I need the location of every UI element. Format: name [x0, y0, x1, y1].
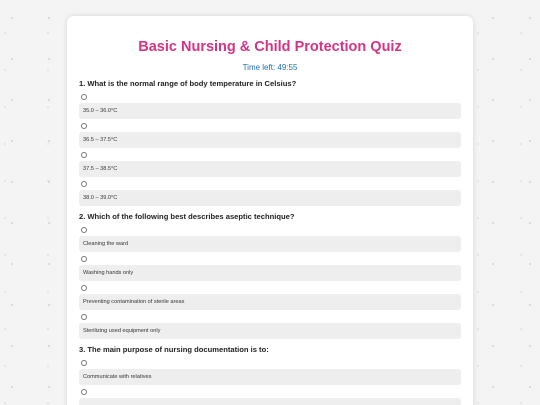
answer-option[interactable] [79, 314, 461, 339]
answer-option[interactable] [79, 227, 461, 252]
radio-button[interactable] [81, 152, 87, 158]
answer-option[interactable] [79, 181, 461, 206]
option-label[interactable]: 38.0 – 39.0°C [79, 190, 461, 206]
question-3 [79, 345, 461, 405]
question-label: What is the normal range of body temperature in Celsius? [87, 79, 297, 88]
radio-button[interactable] [81, 227, 87, 233]
option-label[interactable]: Sterilizing used equipment only [79, 323, 461, 339]
quiz-card [67, 16, 473, 405]
question-label: Which of the following best describes aseptic technique? [87, 212, 295, 221]
question-text [79, 79, 461, 89]
radio-button[interactable] [81, 123, 87, 129]
question-text [79, 345, 461, 355]
option-label[interactable]: 36.5 – 37.5°C [79, 132, 461, 148]
radio-button[interactable] [81, 285, 87, 291]
answer-option[interactable] [79, 285, 461, 310]
quiz-title: Basic Nursing & Child Protection Quiz [138, 39, 402, 55]
answer-option[interactable] [79, 360, 461, 385]
question-number: 2. [79, 212, 86, 221]
radio-button[interactable] [81, 181, 87, 187]
question-label: The main purpose of nursing documentation is to: [87, 345, 269, 354]
answer-option[interactable] [79, 256, 461, 281]
option-label[interactable]: Communicate with relatives [79, 369, 461, 385]
question-number: 1. [79, 79, 86, 88]
question-2 [79, 212, 461, 339]
timer-text: Time left: 49:55 [242, 63, 298, 72]
question-text [79, 212, 461, 222]
answer-option[interactable] [79, 152, 461, 177]
option-label[interactable]: Washing hands only [79, 265, 461, 281]
radio-button[interactable] [81, 360, 87, 366]
question-number: 3. [79, 345, 86, 354]
radio-button[interactable] [81, 314, 87, 320]
option-label[interactable]: 35.0 – 36.0°C [79, 103, 461, 119]
answer-option[interactable] [79, 123, 461, 148]
option-label[interactable] [79, 398, 461, 405]
option-label[interactable]: 37.5 – 38.5°C [79, 161, 461, 177]
answer-option[interactable] [79, 94, 461, 119]
question-1 [79, 79, 461, 206]
answer-option[interactable] [79, 389, 461, 405]
option-label[interactable]: Preventing contamination of sterile areas [79, 294, 461, 310]
radio-button[interactable] [81, 256, 87, 262]
radio-button[interactable] [81, 94, 87, 100]
radio-button[interactable] [81, 389, 87, 395]
option-label[interactable]: Cleaning the ward [79, 236, 461, 252]
